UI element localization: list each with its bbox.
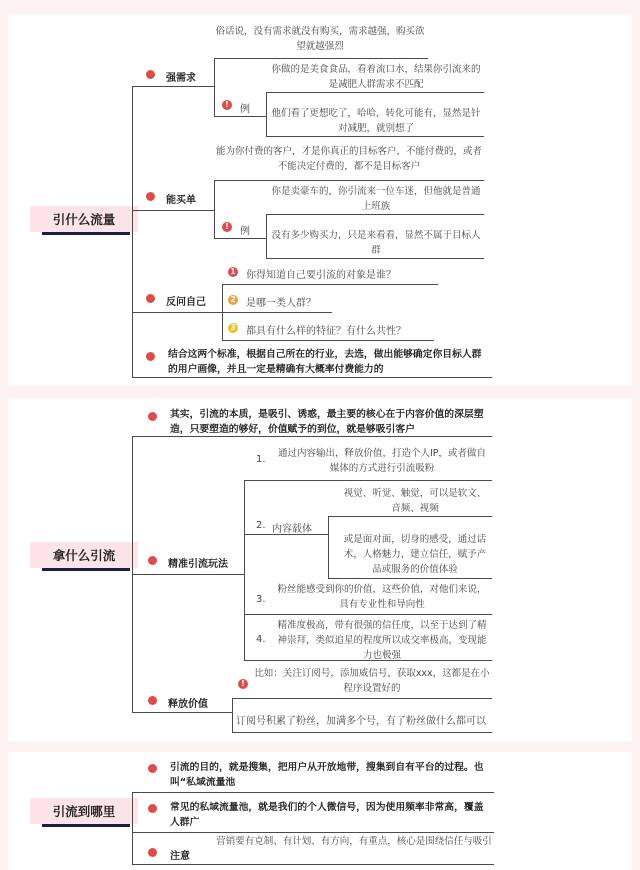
bullet-icon <box>146 294 155 303</box>
strong-demand-example-1: 你做的是美食食品，看着流口水，结果你引流来的是减肥人群需求不匹配 <box>271 64 481 90</box>
destination-text-2: 常见的私域流量池，就是我们的个人微信号，因为使用频率非常高，覆盖人群广 <box>170 802 484 828</box>
item-number-4: 4. <box>256 634 266 645</box>
bullet-icon <box>148 696 157 705</box>
bullet-icon <box>148 556 157 565</box>
can-pay-example-1: 你是卖豪车的，你引流来一位车迷，但他就是普通上班族 <box>271 186 481 212</box>
attention-text: 营销要有克制、有计划、有方向，有重点，核心是围绕信任与吸引 <box>216 836 492 847</box>
root-underline-1 <box>42 232 130 235</box>
carrier-option-b: 或是面对面，切身的感受，通过话术，人格魅力，建立信任，赋予产品或服务的价值体验 <box>343 534 487 575</box>
branch-release-value: 释放价值 <box>168 699 208 710</box>
strong-demand-example-2: 他们看了更想吃了，哈哈，转化可能有，显然是针对减肥，就别想了 <box>271 108 481 134</box>
summary-text-1: 结合这两个标准，根据自己所在的行业，去选，做出能够确定你目标人群的用户画像，并且一定是精确有大概率付费能力的 <box>168 349 482 375</box>
root-underline-3 <box>42 824 130 827</box>
bullet-icon <box>146 192 155 201</box>
bullet-icon <box>148 804 157 813</box>
number-2-icon: 2 <box>228 295 238 305</box>
can-pay-example-2: 没有多少购买力，只是来看看，显然不属于目标人群 <box>271 230 481 256</box>
bullet-icon <box>148 764 157 773</box>
item-number-2: 2. <box>256 520 266 531</box>
section-3-card <box>8 752 632 870</box>
spine-1 <box>132 86 133 377</box>
bullet-icon <box>146 70 155 79</box>
destination-text-1: 引流的目的，就是搜集，把用户从开放地带，搜集到自有平台的过程。也叫“私域流量池 <box>170 762 484 788</box>
method-4-text: 精准度极高，带有很强的信任度，以至于达到了精神崇拜，类似追星的程度所以成交率极高，变现能力也极强 <box>277 620 487 661</box>
can-pay-desc: 能为你付费的客户，才是你真正的目标客户，不能付费的，或者不能决定付费的，都不是目标客户 <box>215 146 482 172</box>
number-1-icon: 1 <box>228 267 238 277</box>
question-1: 你得知道自己要引流的对象是谁？ <box>246 270 396 281</box>
item-number-1: 1. <box>256 454 266 465</box>
bullet-icon <box>146 352 155 361</box>
item-number-3: 3. <box>256 594 266 605</box>
alert-icon: ! <box>222 222 232 232</box>
branch-precise-methods: 精准引流玩法 <box>168 559 228 570</box>
section-2-card <box>8 398 632 742</box>
essence-text: 其实，引流的本质，是吸引、诱惑，最主要的核心在于内容价值的深层塑造，只要塑造的够好，价值赋予的到位，就是够吸引客户 <box>170 409 484 435</box>
root-node-2: 拿什么引流 <box>30 542 138 568</box>
example-label: 例 <box>240 104 250 115</box>
alert-icon: ! <box>222 100 232 110</box>
release-value-a: 比如：关注订阅号，添加威信号，获取xxx，这都是在小程序设置好的 <box>254 668 490 694</box>
section-1-card <box>8 14 632 386</box>
question-3: 都具有什么样的特征？有什么共性？ <box>246 326 406 337</box>
number-3-icon: 3 <box>228 323 238 333</box>
carrier-option-a: 视觉、听觉、触觉，可以是软文、音频、视频 <box>343 488 487 514</box>
strong-demand-desc: 俗话说，没有需求就没有购买，需求越强，购买欲望就越强烈 <box>215 26 425 52</box>
example-label: 例 <box>240 226 250 237</box>
question-2: 是哪一类人群？ <box>246 298 316 309</box>
branch-can-pay: 能买单 <box>166 195 196 206</box>
root-node-1: 引什么流量 <box>30 206 138 232</box>
bullet-icon <box>148 412 157 421</box>
branch-ask-yourself: 反问自己 <box>166 297 206 308</box>
alert-icon: ! <box>238 679 248 689</box>
content-carrier-label: 内容载体 <box>272 524 312 535</box>
root-node-3: 引流到哪里 <box>30 798 138 824</box>
branch-attention: 注意 <box>170 851 190 862</box>
release-value-b: 订阅号积累了粉丝，加满多个号，有了粉丝做什么都可以 <box>236 716 486 727</box>
root-underline-2 <box>42 568 130 571</box>
method-3-text: 粉丝能感受到你的价值，这些价值，对他们来说，具有专业性和导向性 <box>277 584 487 610</box>
bullet-icon <box>148 848 157 857</box>
spine-3 <box>132 792 133 864</box>
branch-strong-demand: 强需求 <box>166 73 196 84</box>
method-1-text: 通过内容输出，释放价值，打造个人IP，或者做自媒体的方式进行引流吸粉 <box>277 448 487 474</box>
